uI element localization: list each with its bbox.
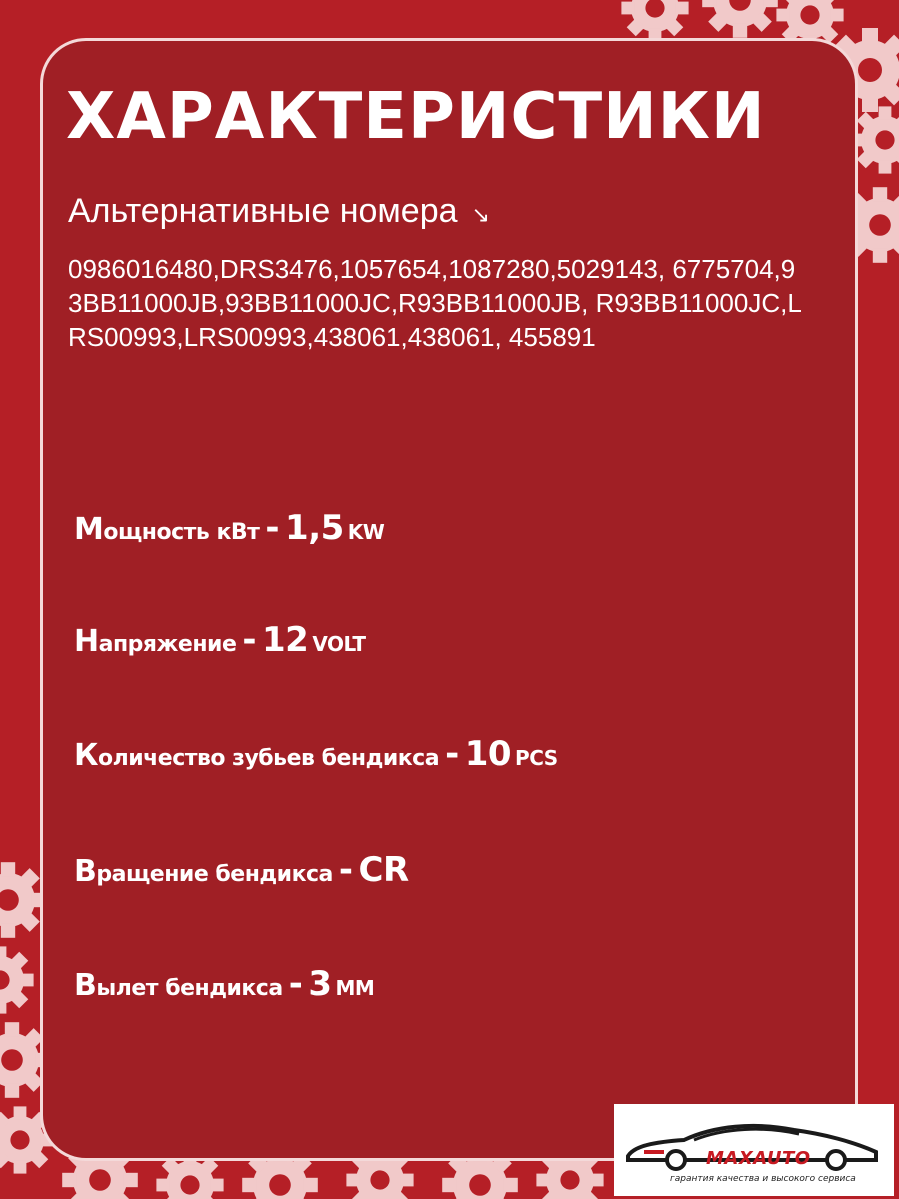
spec-unit: PCS bbox=[515, 746, 558, 770]
spec-teeth bbox=[74, 734, 558, 774]
spec-label: ощность кВт bbox=[103, 520, 260, 545]
spec-dash: - bbox=[338, 850, 353, 890]
spec-value: CR bbox=[358, 850, 409, 890]
spec-label-initial: К bbox=[74, 738, 99, 773]
spec-dash: - bbox=[288, 964, 303, 1004]
alt-numbers-heading bbox=[68, 192, 490, 231]
spec-label-initial: В bbox=[74, 968, 97, 1003]
spec-unit: ММ bbox=[335, 976, 375, 1000]
spec-label: апряжение bbox=[98, 632, 237, 657]
spec-offset bbox=[74, 964, 374, 1004]
spec-label-initial: Н bbox=[74, 624, 99, 659]
spec-dash: - bbox=[265, 508, 280, 548]
page-title: ХАРАКТЕРИСТИКИ bbox=[66, 80, 766, 154]
spec-dash: - bbox=[242, 620, 257, 660]
spec-label-initial: М bbox=[74, 512, 104, 547]
spec-rotation bbox=[74, 850, 413, 890]
spec-dash: - bbox=[445, 734, 459, 774]
arrow-down-right-icon: ↘ bbox=[471, 201, 490, 227]
brand-name: MAXAUTO bbox=[706, 1148, 811, 1169]
spec-unit: KW bbox=[347, 520, 385, 544]
spec-label: оличество зубьев бендикса bbox=[98, 746, 440, 771]
alt-numbers-heading-text: Альтернативные номера bbox=[68, 192, 458, 230]
alt-numbers-list: 0986016480,DRS3476,1057654,1087280,5029143, 6775704,93BB11000JB,93BB11000JC,R93BB11000JB, R93BB11000JC,LRS00993,LRS00993,438061,438061, 455891 bbox=[68, 254, 802, 352]
spec-label-initial: В bbox=[74, 854, 97, 889]
spec-power bbox=[74, 508, 384, 548]
spec-voltage bbox=[74, 620, 366, 660]
spec-unit: VOLT bbox=[312, 632, 366, 656]
spec-label: ылет бендикса bbox=[96, 976, 283, 1001]
spec-label: ращение бендикса bbox=[96, 862, 333, 887]
spec-value: 10 bbox=[464, 734, 512, 774]
spec-value: 3 bbox=[308, 964, 332, 1004]
brand-tagline: гарантия качества и высокого сервиса bbox=[670, 1174, 856, 1184]
spec-value: 12 bbox=[262, 620, 309, 660]
maxauto-logo bbox=[614, 1104, 894, 1196]
spec-value: 1,5 bbox=[285, 508, 344, 548]
